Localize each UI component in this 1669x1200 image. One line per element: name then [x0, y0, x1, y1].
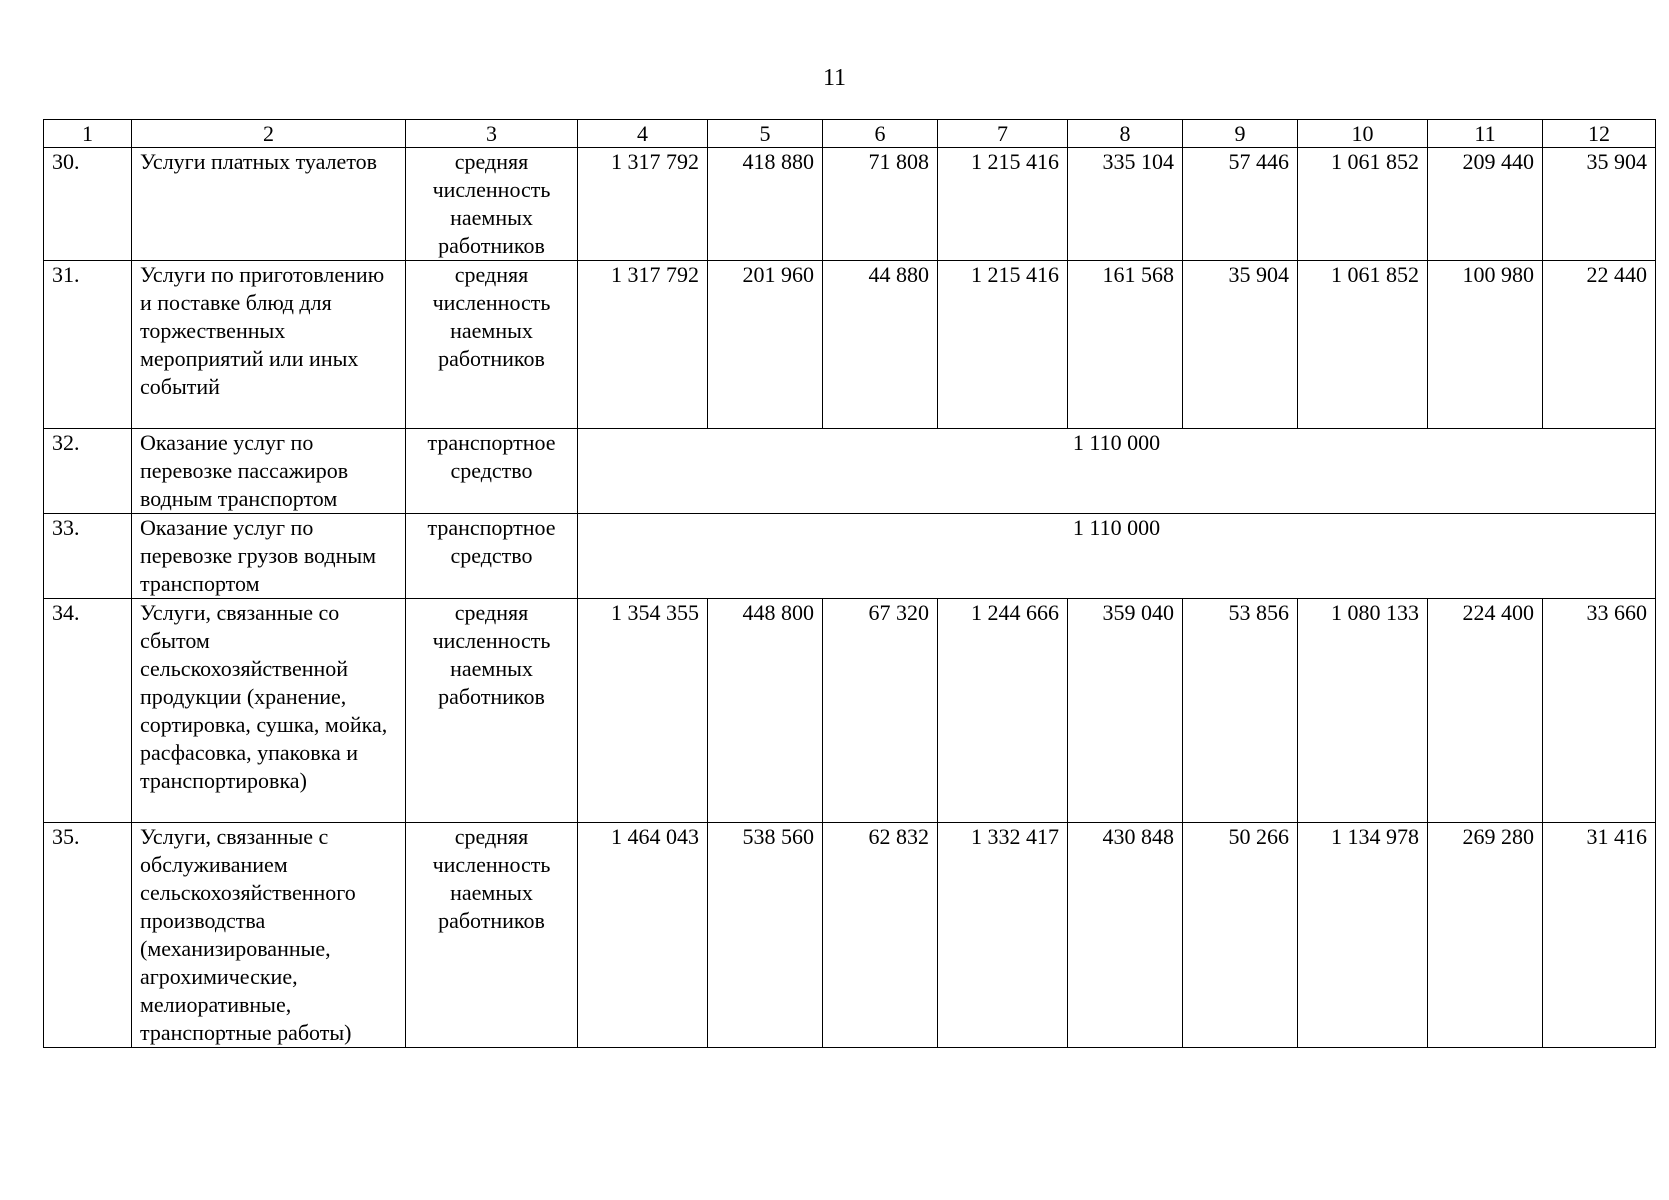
- row-number: 33.: [44, 514, 132, 599]
- rates-table: [43, 119, 1656, 1048]
- value-cell: 1 332 417: [938, 823, 1068, 1048]
- value-cell: 1 464 043: [578, 823, 708, 1048]
- physical-indicator: транспортное средство: [406, 429, 578, 514]
- value-cell: 418 880: [708, 148, 823, 261]
- value-cell: 269 280: [1428, 823, 1543, 1048]
- value-cell: 538 560: [708, 823, 823, 1048]
- value-cell: 71 808: [823, 148, 938, 261]
- value-cell: 35 904: [1183, 261, 1298, 429]
- header-cell: 3: [406, 120, 578, 148]
- value-cell: 430 848: [1068, 823, 1183, 1048]
- table-row: [44, 514, 1656, 599]
- table-row: [44, 261, 1656, 429]
- value-cell: 35 904: [1543, 148, 1656, 261]
- merged-value-cell: 1 110 000: [578, 514, 1656, 599]
- value-cell: 62 832: [823, 823, 938, 1048]
- header-cell: 8: [1068, 120, 1183, 148]
- table-row: [44, 429, 1656, 514]
- value-cell: 1 354 355: [578, 599, 708, 823]
- value-cell: 1 317 792: [578, 261, 708, 429]
- value-cell: 67 320: [823, 599, 938, 823]
- header-cell: 9: [1183, 120, 1298, 148]
- value-cell: 44 880: [823, 261, 938, 429]
- value-cell: 161 568: [1068, 261, 1183, 429]
- page-number: 11: [822, 65, 847, 91]
- value-cell: 335 104: [1068, 148, 1183, 261]
- service-name: Услуги по приготовлению и поставке блюд для торжественных мероприятий или иных событий: [132, 261, 406, 429]
- service-name: Услуги, связанные с обслуживанием сельскохозяйственного производства (механизированные, агрохимические, мелиоративные, транспортные работы): [132, 823, 406, 1048]
- row-number: 32.: [44, 429, 132, 514]
- physical-indicator: средняя численность наемных работников: [406, 823, 578, 1048]
- row-number: 31.: [44, 261, 132, 429]
- value-cell: 201 960: [708, 261, 823, 429]
- value-cell: 1 134 978: [1298, 823, 1428, 1048]
- service-name: Оказание услуг по перевозке грузов водным транспортом: [132, 514, 406, 599]
- physical-indicator: средняя численность наемных работников: [406, 261, 578, 429]
- header-cell: 4: [578, 120, 708, 148]
- header-row: [44, 120, 1656, 148]
- physical-indicator: транспортное средство: [406, 514, 578, 599]
- value-cell: 1 215 416: [938, 148, 1068, 261]
- merged-value-cell: 1 110 000: [578, 429, 1656, 514]
- value-cell: 31 416: [1543, 823, 1656, 1048]
- table-row: [44, 599, 1656, 823]
- physical-indicator: средняя численность наемных работников: [406, 599, 578, 823]
- value-cell: 50 266: [1183, 823, 1298, 1048]
- value-cell: 1 080 133: [1298, 599, 1428, 823]
- header-cell: 7: [938, 120, 1068, 148]
- header-cell: 6: [823, 120, 938, 148]
- value-cell: 224 400: [1428, 599, 1543, 823]
- value-cell: 359 040: [1068, 599, 1183, 823]
- row-number: 35.: [44, 823, 132, 1048]
- value-cell: 1 061 852: [1298, 261, 1428, 429]
- value-cell: 53 856: [1183, 599, 1298, 823]
- service-name: Оказание услуг по перевозке пассажиров водным транспортом: [132, 429, 406, 514]
- value-cell: 22 440: [1543, 261, 1656, 429]
- value-cell: 1 244 666: [938, 599, 1068, 823]
- value-cell: 1 061 852: [1298, 148, 1428, 261]
- value-cell: 1 317 792: [578, 148, 708, 261]
- value-cell: 57 446: [1183, 148, 1298, 261]
- table-row: [44, 148, 1656, 261]
- header-cell: 1: [44, 120, 132, 148]
- table-row: [44, 823, 1656, 1048]
- physical-indicator: средняя численность наемных работников: [406, 148, 578, 261]
- value-cell: 448 800: [708, 599, 823, 823]
- header-cell: 10: [1298, 120, 1428, 148]
- header-cell: 2: [132, 120, 406, 148]
- value-cell: 1 215 416: [938, 261, 1068, 429]
- header-cell: 5: [708, 120, 823, 148]
- service-name: Услуги, связанные со сбытом сельскохозяйственной продукции (хранение, сортировка, сушка, мойка, расфасовка, упаковка и транспортировка): [132, 599, 406, 823]
- header-cell: 11: [1428, 120, 1543, 148]
- row-number: 30.: [44, 148, 132, 261]
- value-cell: 33 660: [1543, 599, 1656, 823]
- service-name: Услуги платных туалетов: [132, 148, 406, 261]
- row-number: 34.: [44, 599, 132, 823]
- value-cell: 209 440: [1428, 148, 1543, 261]
- value-cell: 100 980: [1428, 261, 1543, 429]
- header-cell: 12: [1543, 120, 1656, 148]
